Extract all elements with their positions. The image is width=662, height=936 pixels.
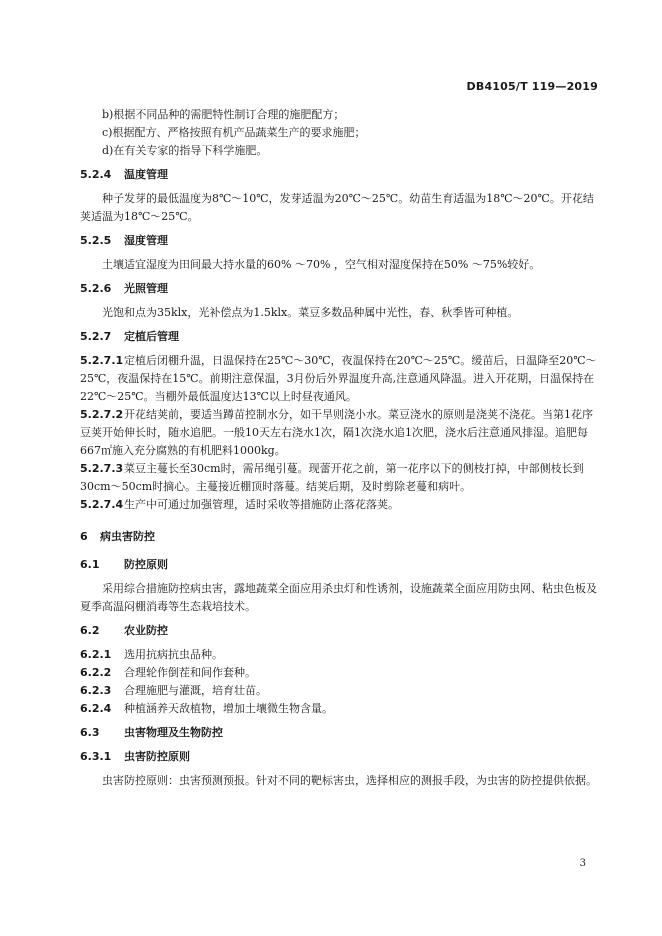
clause-number: 5.2.7.2: [80, 408, 124, 421]
paragraph: 采用综合措施防控病虫害，露地蔬菜全面应用杀虫灯和性诱剂，设施蔬菜全面应用防虫网、粘虫色板及夏季高温闷棚消毒等生态栽培技术。: [80, 582, 597, 613]
section-number: 6.3.1: [80, 750, 112, 763]
numbered-paragraph: [80, 496, 600, 514]
chapter-title: 病虫害防控: [100, 530, 155, 543]
document-body: [80, 106, 600, 790]
document-code: DB4105/T 119—2019: [466, 80, 598, 93]
clause-text: 菜豆主蔓长至30cm时，需吊绳引蔓。现蕾开花之前，第一花序以下的侧枝打掉，中部侧枝长到30cm～50cm时摘心。主蔓接近棚顶时落蔓。结荚后期，及时剪除老蔓和病叶。: [80, 462, 584, 493]
section-heading: [80, 724, 600, 742]
clause-text: 选用抗病抗虫品种。: [124, 648, 223, 661]
clause-text: 合理轮作倒茬和间作套种。: [124, 666, 256, 679]
section-number: 5.2.5: [80, 234, 112, 247]
list-item: c)根据配方、严格按照有机产品蔬菜生产的要求施肥；: [102, 126, 366, 139]
clause-number: 5.2.7.4: [80, 498, 124, 511]
clause-number: 5.2.7.1: [80, 354, 124, 367]
list-item: d)在有关专家的指导下科学施肥。: [102, 144, 268, 157]
section-heading: [80, 556, 600, 574]
paragraph: 虫害防控原则：虫害预测预报。针对不同的靶标害虫，选择相应的测报手段，为虫害的防控提供依据。: [102, 774, 597, 787]
clause-number: 5.2.7.3: [80, 462, 124, 475]
clause-text: 种植涵养天敌植物，增加土壤微生物含量。: [124, 702, 333, 715]
numbered-paragraph: [80, 700, 600, 718]
section-title: 湿度管理: [124, 234, 168, 247]
numbered-paragraph: [80, 406, 600, 460]
clause-number: 6.2.2: [80, 666, 112, 679]
section-heading: [80, 166, 600, 184]
section-heading: [80, 328, 600, 346]
clause-number: 6.2.4: [80, 702, 112, 715]
clause-text: 开花结荚前，要适当蹲苗控制水分，如干旱则浇小水。菜豆浇水的原则是浇荚不浇花。当第1花序豆荚开始伸长时，随水追肥。一般10天左右浇水1次，隔1次浇水追1次肥，浇水后注意通风排湿。追肥每667㎡施入充分腐熟的有机肥料1000kg。: [80, 408, 593, 457]
clause-text: 生产中可通过加强管理，适时采收等措施防止落花落荚。: [124, 498, 399, 511]
clause-number: 6.2.1: [80, 648, 112, 661]
numbered-paragraph: [80, 646, 600, 664]
paragraph: 土壤适宜湿度为田间最大持水量的60% ～70% ，空气相对湿度保持在50% ～75%较好。: [102, 258, 541, 271]
paragraph: 种子发芽的最低温度为8℃～10℃，发芽适温为20℃～25℃。幼苗生育适温为18℃～20℃。开花结荚适温为18℃～25℃。: [80, 192, 594, 223]
section-number: 6.1: [80, 558, 100, 571]
section-heading: [80, 622, 600, 640]
paragraph: 光饱和点为35klx，光补偿点为1.5klx。菜豆多数品种属中光性，春、秋季皆可种植。: [102, 306, 519, 319]
section-title: 光照管理: [124, 282, 168, 295]
section-title: 虫害防控原则: [124, 750, 190, 763]
chapter-number: 6: [80, 530, 88, 543]
list-item: b)根据不同品种的需肥特性制订合理的施肥配方；: [102, 108, 345, 121]
section-title: 定植后管理: [124, 330, 179, 343]
section-number: 6.2: [80, 624, 100, 637]
section-title: 防控原则: [124, 558, 168, 571]
section-heading: [80, 232, 600, 250]
numbered-paragraph: [80, 664, 600, 682]
section-number: 5.2.6: [80, 282, 112, 295]
clause-text: 合理施肥与灌溉，培育壮苗。: [124, 684, 267, 697]
numbered-paragraph: [80, 682, 600, 700]
chapter-heading: [80, 528, 600, 546]
section-heading: [80, 280, 600, 298]
section-number: 6.3: [80, 726, 100, 739]
section-title: 温度管理: [124, 168, 168, 181]
section-number: 5.2.4: [80, 168, 112, 181]
clause-number: 6.2.3: [80, 684, 112, 697]
clause-text: 定植后闭棚升温，日温保持在25℃～30℃，夜温保持在20℃～25℃。缓苗后，日温降至20℃～25℃，夜温保持在15℃。前期注意保温，3月份后外界温度升高,注意通风降温。进入开花期，日温保持在22℃～25℃。当棚外最低温度达13℃以上时昼夜通风。: [80, 354, 597, 403]
section-title: 农业防控: [124, 624, 168, 637]
section-title: 虫害物理及生物防控: [124, 726, 223, 739]
section-heading: [80, 748, 600, 766]
numbered-paragraph: [80, 460, 600, 496]
section-number: 5.2.7: [80, 330, 112, 343]
page-number: 3: [579, 858, 586, 869]
numbered-paragraph: [80, 352, 600, 406]
